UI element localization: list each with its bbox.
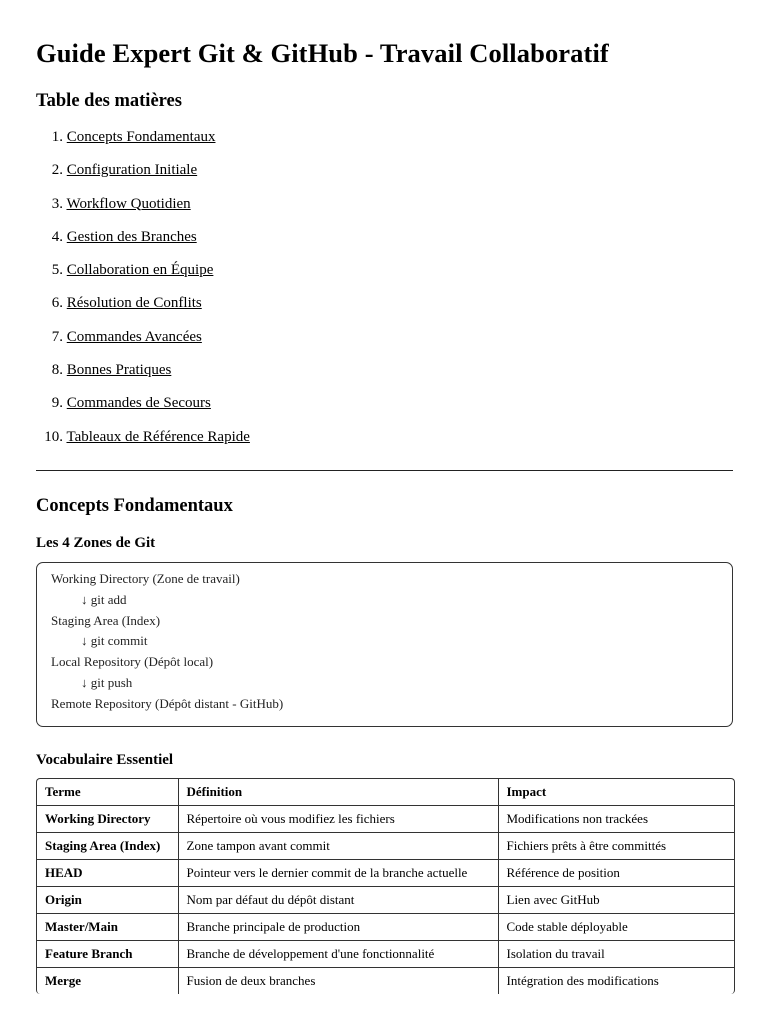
- toc-link[interactable]: Tableaux de Référence Rapide: [66, 428, 250, 445]
- toc-link[interactable]: Commandes Avancées: [66, 328, 202, 345]
- term-cell: Staging Area (Index): [37, 833, 178, 860]
- toc-item-number: 4.: [51, 228, 63, 245]
- term-cell: Merge: [37, 968, 178, 995]
- toc-item-number: 5.: [51, 262, 63, 279]
- impact-cell: Code stable déployable: [498, 914, 734, 941]
- impact-cell: Lien avec GitHub: [498, 887, 734, 914]
- toc-item-number: 2.: [51, 162, 63, 179]
- toc-link[interactable]: Workflow Quotidien: [66, 195, 191, 212]
- toc-item: [36, 259, 250, 292]
- zone-label: Working Directory (Zone de travail): [51, 571, 240, 586]
- toc-item-number: 8.: [51, 362, 63, 379]
- term-cell: Origin: [37, 887, 178, 914]
- definition-cell: Zone tampon avant commit: [178, 833, 498, 860]
- vocab-heading: Vocabulaire Essentiel: [36, 752, 174, 768]
- section-divider: [36, 470, 733, 471]
- toc-link[interactable]: Collaboration en Équipe: [66, 262, 214, 279]
- zone-label: Local Repository (Dépôt local): [51, 654, 214, 670]
- section-heading: Concepts Fondamentaux: [36, 496, 233, 516]
- toc-item: [36, 193, 250, 226]
- toc-item-number: 7.: [51, 328, 63, 345]
- zone-transition: ↓ git commit: [81, 633, 148, 649]
- toc-item-number: 9.: [51, 395, 63, 412]
- toc-item: [36, 226, 250, 259]
- table-row: [37, 887, 734, 914]
- toc-link[interactable]: Résolution de Conflits: [66, 295, 202, 312]
- zone-transition: ↓ git push: [81, 674, 133, 690]
- toc-heading: Table des matières: [36, 91, 182, 111]
- toc-item: [36, 392, 250, 425]
- term-cell: Master/Main: [37, 914, 178, 941]
- toc-item-number: 3.: [51, 195, 63, 212]
- term-cell: HEAD: [37, 860, 178, 887]
- toc-link[interactable]: Gestion des Branches: [66, 228, 197, 245]
- impact-cell: Référence de position: [498, 860, 734, 887]
- table-row: [37, 914, 734, 941]
- definition-cell: Répertoire où vous modifiez les fichiers: [178, 806, 498, 833]
- toc-item: [36, 292, 250, 325]
- term-cell: Feature Branch: [37, 941, 178, 968]
- zones-heading: Les 4 Zones de Git: [36, 535, 156, 551]
- toc-link[interactable]: Concepts Fondamentaux: [66, 129, 216, 145]
- toc-link[interactable]: Configuration Initiale: [66, 162, 198, 179]
- definition-cell: Branche de développement d'une fonctionnalité: [178, 941, 498, 968]
- zone-transition: ↓ git add: [81, 591, 127, 607]
- definition-cell: Fusion de deux branches: [178, 968, 498, 995]
- toc-item-number: 10.: [44, 428, 63, 445]
- column-header: Définition: [178, 779, 498, 806]
- term-cell: Working Directory: [37, 806, 178, 833]
- toc-link[interactable]: Commandes de Secours: [66, 395, 211, 412]
- table-row: [37, 833, 734, 860]
- vocab-table-wrapper: [36, 778, 735, 994]
- toc-item-number: 1.: [51, 129, 63, 145]
- toc-link[interactable]: Bonnes Pratiques: [66, 362, 172, 379]
- definition-cell: Pointeur vers le dernier commit de la branche actuelle: [178, 860, 498, 887]
- table-row: [37, 941, 734, 968]
- table-header-row: [37, 779, 734, 806]
- definition-cell: Branche principale de production: [178, 914, 498, 941]
- toc-item: [36, 426, 250, 459]
- column-header: Impact: [498, 779, 734, 806]
- table-of-contents: [36, 126, 250, 459]
- definition-cell: Nom par défaut du dépôt distant: [178, 887, 498, 914]
- table-row: [37, 860, 734, 887]
- vocab-table: [37, 779, 734, 994]
- toc-item: [36, 126, 250, 159]
- table-row: [37, 806, 734, 833]
- toc-item-number: 6.: [51, 295, 63, 312]
- impact-cell: Fichiers prêts à être committés: [498, 833, 734, 860]
- table-row: [37, 968, 734, 995]
- impact-cell: Intégration des modifications: [506, 973, 659, 988]
- zone-label: Remote Repository (Dépôt distant - GitHub): [51, 695, 284, 711]
- column-header: Terme: [37, 779, 178, 806]
- toc-item: [36, 326, 250, 359]
- toc-item: [36, 359, 250, 392]
- impact-cell: Isolation du travail: [498, 941, 734, 968]
- toc-item: [36, 159, 250, 192]
- zone-label: Staging Area (Index): [51, 612, 161, 628]
- page-title: Guide Expert Git & GitHub - Travail Collaboratif: [36, 38, 609, 68]
- git-zones-diagram: [36, 562, 733, 727]
- impact-cell: Modifications non trackées: [498, 806, 734, 833]
